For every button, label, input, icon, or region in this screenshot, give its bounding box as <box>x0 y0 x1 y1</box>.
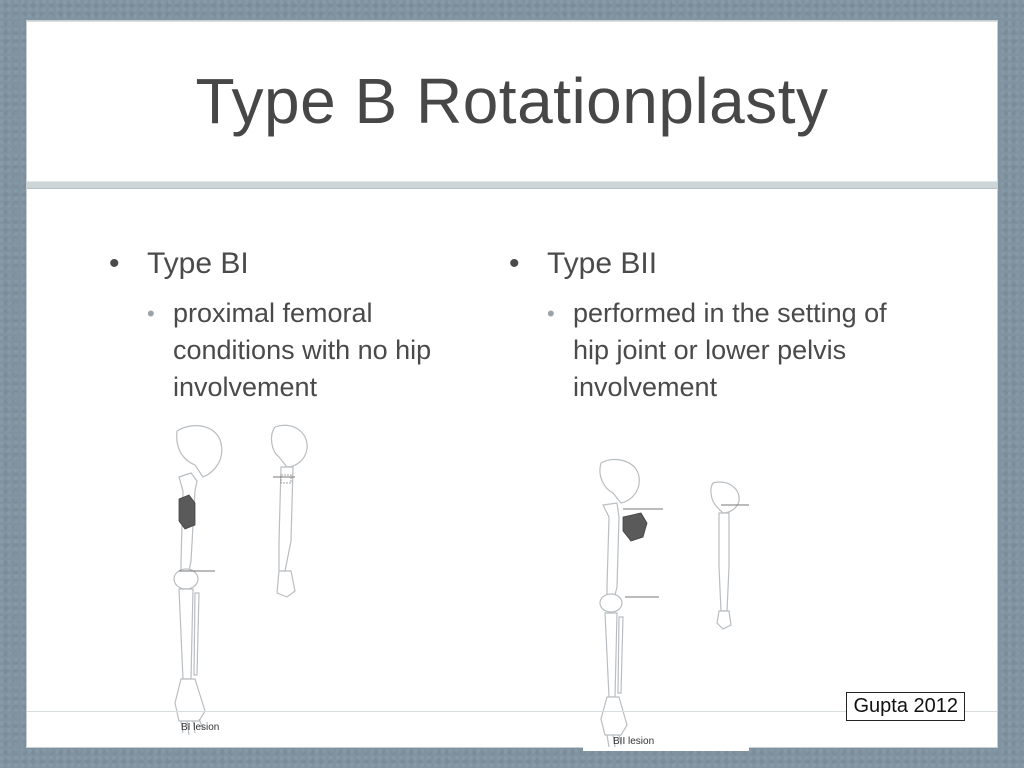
figure-caption: BI lesion <box>181 722 220 733</box>
figure-bii-lesion <box>583 457 749 751</box>
bullet-type-bi <box>109 247 489 281</box>
sub-bullet-type-bii <box>547 295 929 406</box>
bullet-type-bii <box>509 247 929 281</box>
sub-bullet-text: proximal femoral conditions with no hip involvement <box>173 298 432 402</box>
bullet-marker: • <box>109 247 120 280</box>
bullet-heading: Type BII <box>547 247 658 280</box>
left-column <box>109 247 489 406</box>
lesion-shading <box>623 513 647 541</box>
citation: Gupta 2012 <box>846 692 965 721</box>
leg-skeleton-illustration <box>583 457 749 747</box>
right-column <box>509 247 929 406</box>
lesion-shading <box>179 495 195 529</box>
bullet-marker: • <box>509 247 520 280</box>
sub-bullet-marker: • <box>147 301 155 326</box>
figure-bi-lesion <box>155 421 325 747</box>
slide-title: Type B Rotationplasty <box>195 65 829 137</box>
sub-bullet-text: performed in the setting of hip joint or lower pelvis involvement <box>573 298 887 402</box>
figure-caption: BII lesion <box>613 736 655 747</box>
sub-bullet-type-bi <box>147 295 489 406</box>
bullet-heading: Type BI <box>147 247 249 280</box>
leg-skeleton-illustration <box>155 421 325 747</box>
slide <box>26 20 998 748</box>
sub-bullet-marker: • <box>547 301 555 326</box>
title-divider <box>27 181 997 189</box>
